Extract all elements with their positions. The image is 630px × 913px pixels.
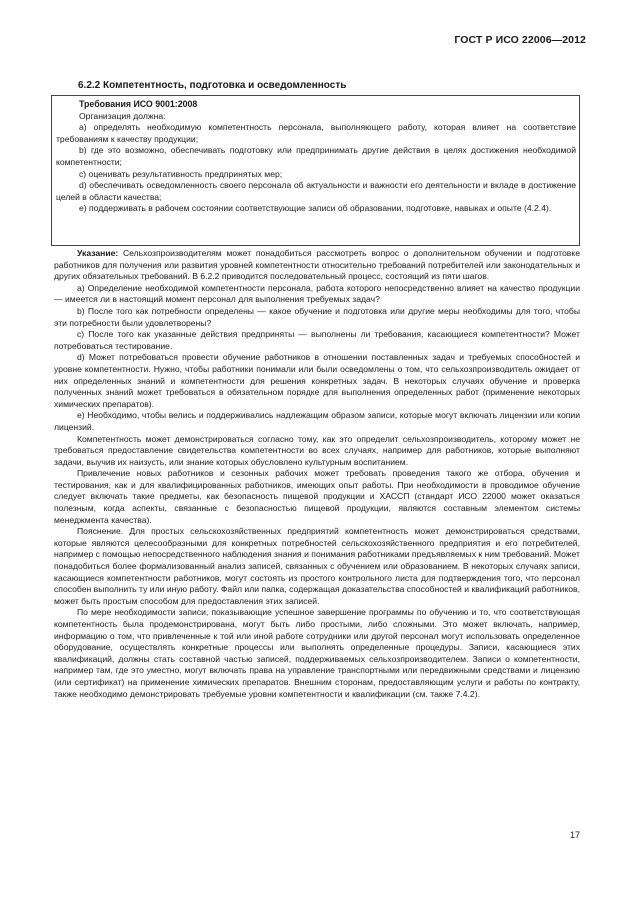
requirements-intro: Организация должна:: [79, 110, 166, 121]
paragraph-competence-demonstration: Компетентность может демонстрироваться согласно тому, как это определит сельхозпроизводитель, которому может не требоваться предоставление свидетельства компетентности во всех случаях, например для работников, которые выполняют задачи, выучив их наизусть, или знание которых обусловлено культурным воспитанием.: [54, 433, 580, 467]
page-number: 17: [569, 830, 580, 840]
guidance-paragraph: [54, 248, 580, 283]
requirement-item-c: c) оценивать результативность предпринятых мер;: [79, 168, 283, 179]
paragraph-records: По мере необходимости записи, показывающие успешное завершение программы по обучению и то, что соответствующая компетентность была продемонстрирована, могут быть либо простыми, либо сложными. Это может включать, например, информацию о том, что привлеченные к той или иной работе сотрудники или другой персонал могут использовать определенное оборудование, осуществлять конкретные процессы или выполнять определенные процедуры. Записи, касающиеся этих квалификаций, должны стать составной частью записей, поддерживаемых сельхозпроизводителем. Записи о компетентности, например там, где это уместно, могут включать права на управление транспортными или передвижными средствами и лицензию (или сертификат) на применение химических препаратов. Внешним сторонам, предоставляющим услуги и работы по контракту, также необходимо демонстрировать требуемые уровни компетентности и квалификации (см. также 7.4.2).: [54, 607, 580, 699]
step-d: d) Может потребоваться провести обучение работников в отношении поставленных задач и требуемых способностей и уровне компетентности. Нужно, чтобы работники понимали или были осведомлены о том, что сельхозпроизводитель ожидает от них определенных знаний и компетентности для решения конкретных задач. В некоторых случаях обучение и проверка полученных знаний может требоваться в обязательном порядке для выполнения определенных работ (применение некоторых химических препаратов).: [54, 352, 580, 409]
requirement-item-d: d) обеспечивать осведомленность своего персонала об актуальности и важности его деятельности и вкладе в достижение целей в области качества;: [56, 180, 576, 202]
requirement-item-e: e) поддерживать в рабочем состоянии соответствующие записи об образовании, подготовке, навыках и опыте (4.2.4).: [79, 203, 552, 214]
document-id: ГОСТ Р ИСО 22006—2012: [454, 34, 586, 46]
guidance-text: Сельхозпроизводителям может понадобиться рассмотреть вопрос о дополнительном обучении и подготовке работников для получения или развития уровней компетентности относительно требований потребителей или законодательных и других обязательных требований. В 6.2.2 приводится последовательный процесс, состоящий из пяти шагов.: [54, 248, 580, 282]
requirement-item-b: b) где это возможно, обеспечивать подготовку или предпринимать другие действия в целях достижения необходимой компетентности;: [56, 145, 576, 167]
body-text: [54, 248, 580, 700]
step-a: a) Определение необходимой компетентности персонала, работа которого непосредственно влияет на качество продукции — имеется ли в настоящий момент персонал для выполнения требуемых задач?: [54, 282, 580, 305]
requirement-item-a: a) определять необходимую компетентность персонала, выполняющего работу, которая влияет на соответствие требованиям к качеству продукции;: [56, 122, 576, 144]
paragraph-explanation: Пояснение. Для простых сельскохозяйственных предприятий компетентность может демонстрироваться средствами, которые являются целесообразными для конкретных потребностей сельскохозяйственного предприятия и его потребителей, например с помощью непосредственного наблюдения знания и понимания работниками предъявляемых к ним требований. Может понадобиться более формализованный анализ записей, связанных с обучением или образованием. В некоторых случаях записи, касающиеся компетентности работников, могут состоять из простого контрольного листа для подтверждения того, что персонал способен выполнить ту или иную работу. Файл или папка, содержащая доказательства способностей и квалификаций работников, может быть простым способом для предоставления этих записей.: [54, 526, 580, 606]
section-title: 6.2.2 Компетентность, подготовка и осведомленность: [78, 80, 347, 91]
requirements-box: [51, 95, 580, 246]
paragraph-new-workers: Привлечение новых работников и сезонных рабочих может требовать проведения такого же отбора, обучения и тестирования, как и для квалифицированных работников, имеющих опыт работы. При необходимости в проводимое обучение следует включать такие предметы, как безопасность пищевой продукции и ХАССП (стандарт ИСО 22000 может оказаться полезным, когда аспекты, связанные с безопасностью пищевой продукции, являются составным элементом системы менеджмента качества).: [54, 468, 580, 525]
guidance-label: Указание:: [77, 248, 119, 258]
requirements-title: Требования ИСО 9001:2008: [79, 99, 198, 109]
step-b: b) После того как потребности определены — какое обучение и подготовка или другие меры необходимы для того, чтобы эти потребности были удовлетворены?: [54, 305, 580, 328]
step-e: e) Необходимо, чтобы велись и поддерживались надлежащим образом записи, которые могут включать лицензии или копии лицензий.: [54, 410, 580, 432]
step-c: c) После того как указанные действия предприняты — выполнены ли требования, касающиеся компетентности? Может потребоваться тестирование.: [54, 329, 580, 351]
